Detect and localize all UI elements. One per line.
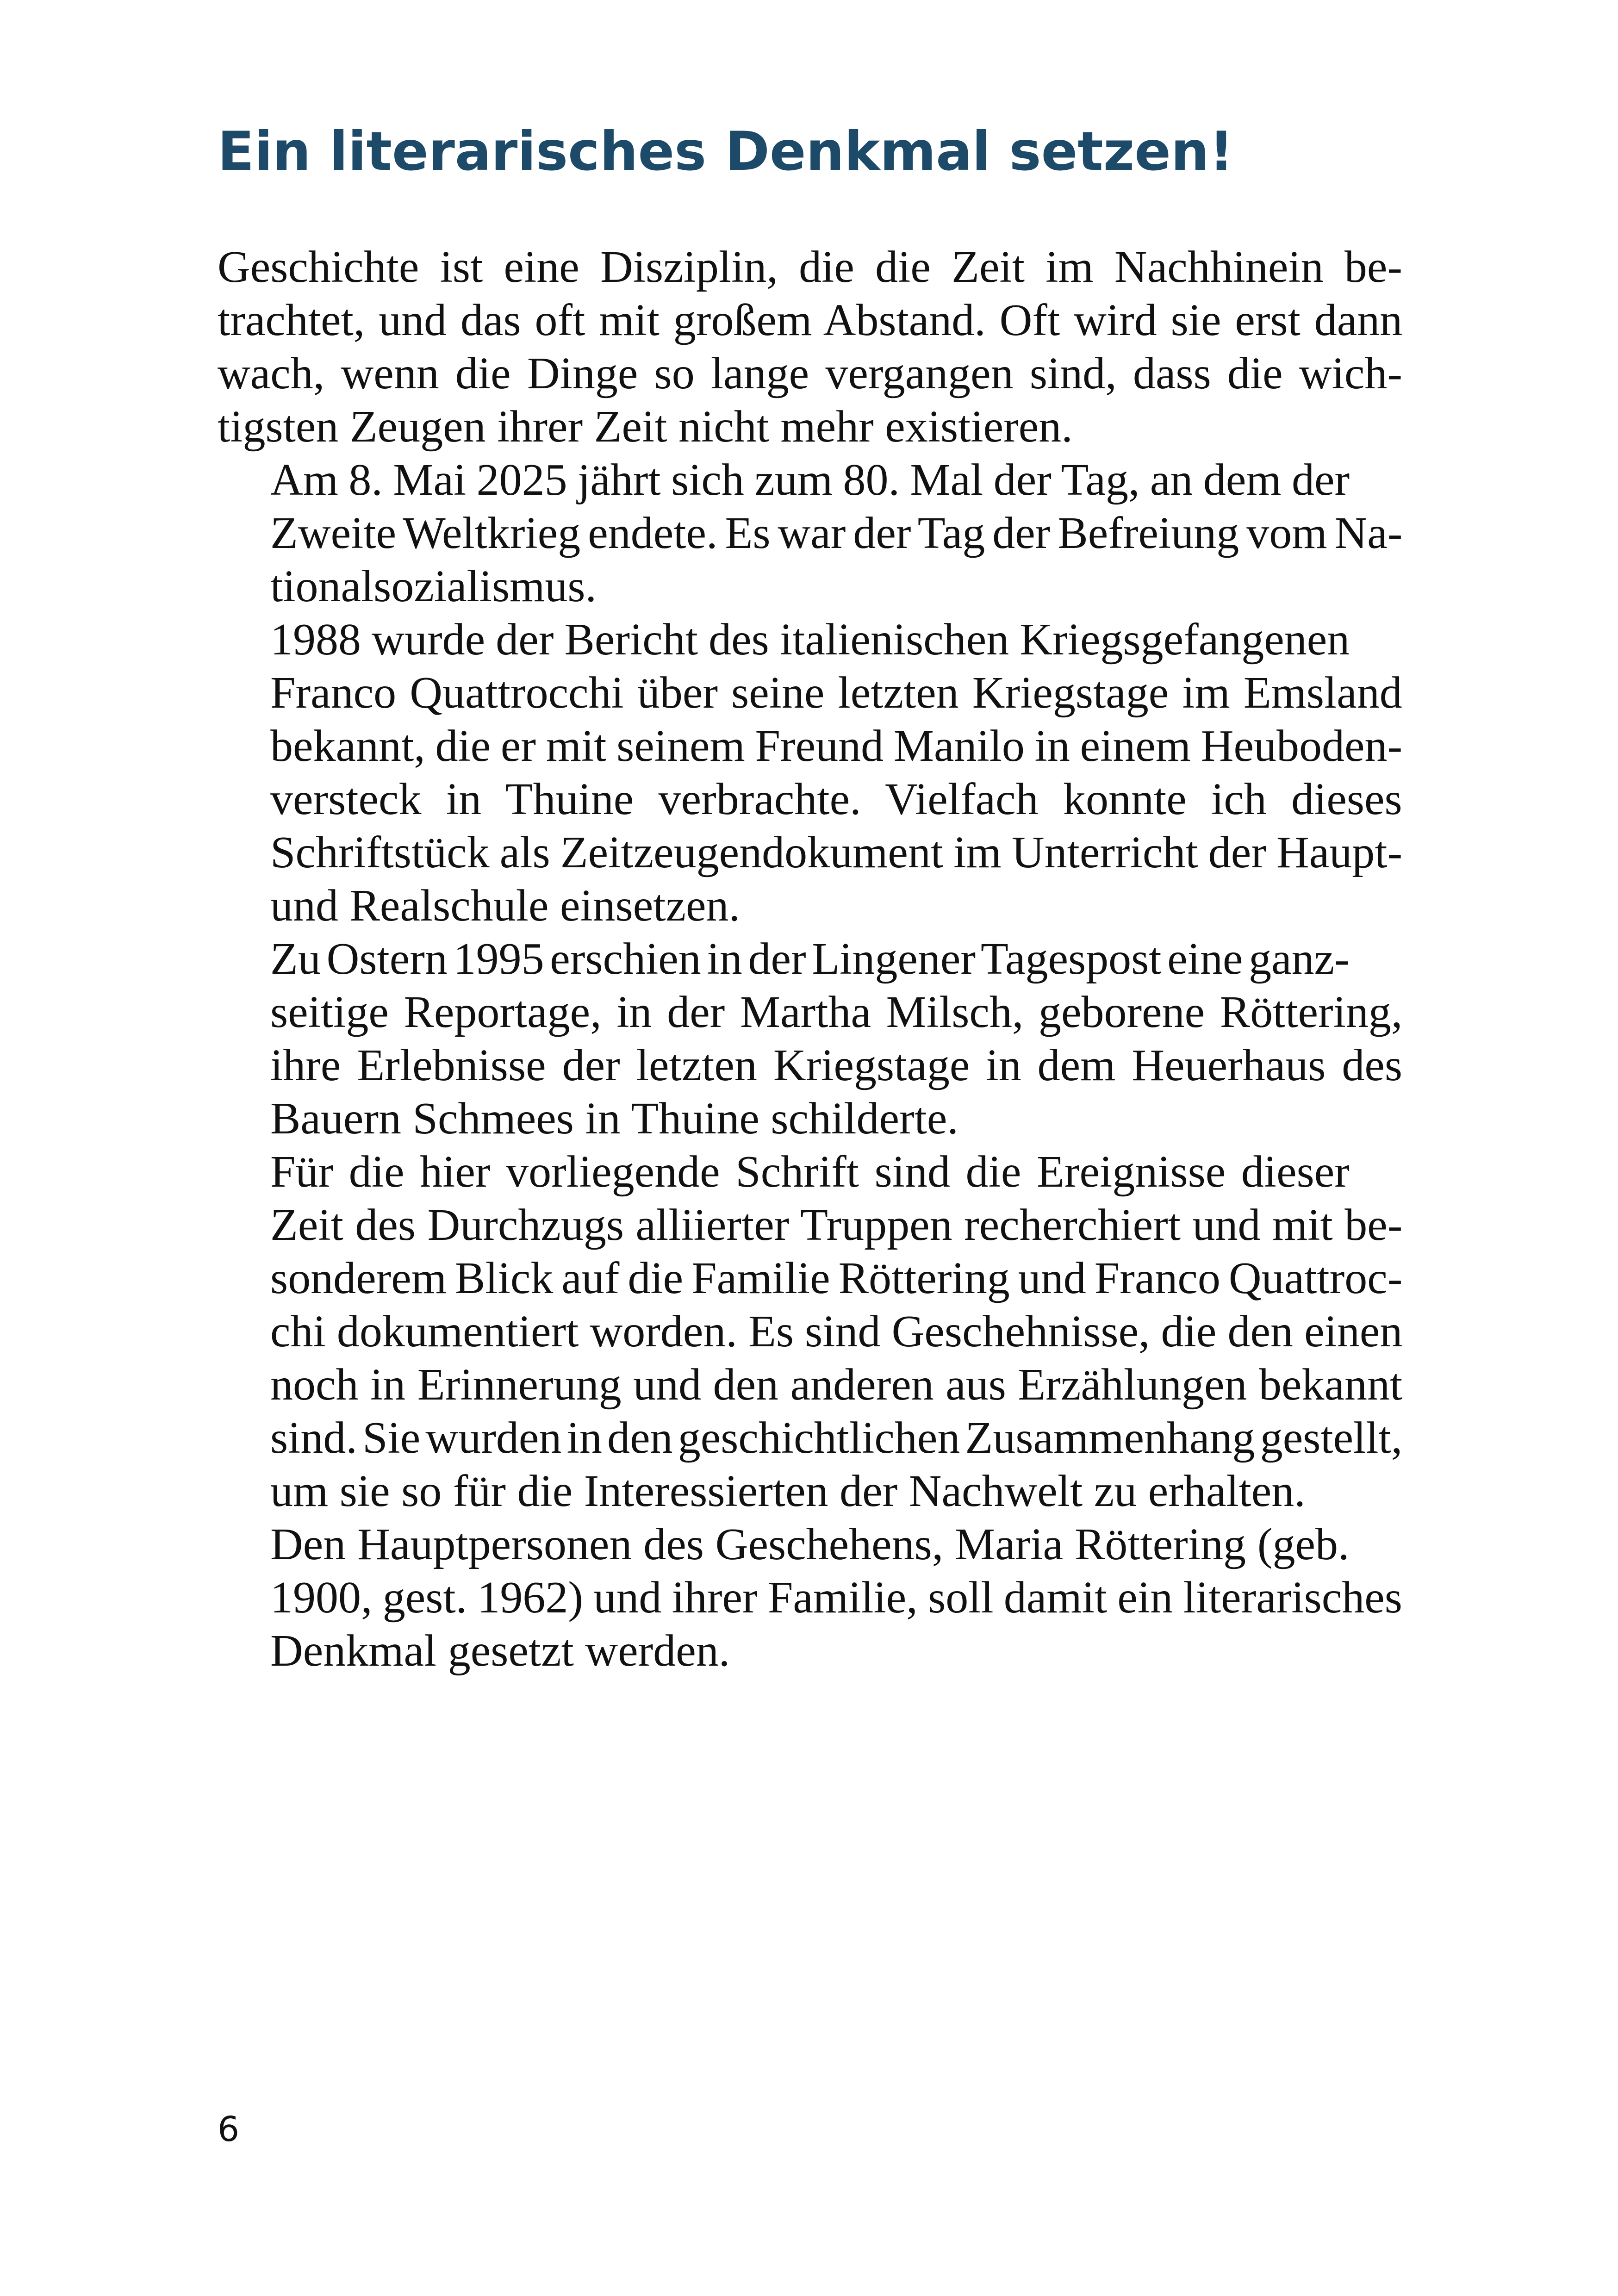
page-number: 6: [218, 2109, 240, 2149]
text-line: seitige Reportage, in der Martha Milsch, geborene Röttering,: [270, 987, 1403, 1037]
text-line: chi dokumentiert worden. Es sind Geschehnisse, die den einen: [270, 1307, 1403, 1356]
text-line: Zu Ostern 1995 erschien in der Lingener Tagespost eine ganz-: [270, 934, 1350, 984]
text-line: Bauern Schmees in Thuine schilderte.: [270, 1094, 958, 1144]
paragraph: [218, 613, 1402, 933]
text-line: um sie so für die Interessierten der Nachwelt zu erhalten.: [270, 1466, 1306, 1516]
text-line: 1988 wurde der Bericht des italienischen Kriegsgefangenen: [270, 615, 1350, 665]
body-text: [218, 241, 1402, 1678]
text-line: bekannt, die er mit seinem Freund Manilo in einem Heuboden-: [270, 721, 1403, 771]
text-line: Zweite Weltkrieg endete. Es war der Tag der Befreiung vom Na-: [270, 508, 1403, 558]
text-line: 1900, gest. 1962) und ihrer Familie, soll damit ein literarisches: [270, 1573, 1402, 1623]
text-line: und Realschule einsetzen.: [270, 881, 741, 931]
text-line: noch in Erinnerung und den anderen aus Erzählungen bekannt: [270, 1360, 1403, 1410]
text-line: Den Hauptpersonen des Geschehens, Maria Röttering (geb.: [270, 1519, 1350, 1569]
text-line: tionalsozialismus.: [270, 561, 597, 611]
paragraph: [218, 241, 1402, 454]
text-line: sind. Sie wurden in den geschichtlichen Zusammenhang gestellt,: [270, 1413, 1403, 1463]
paragraph: [218, 1145, 1402, 1518]
text-line: Franco Quattrocchi über seine letzten Kriegstage im Emsland: [270, 668, 1402, 718]
text-line: sonderem Blick auf die Familie Röttering und Franco Quattroc-: [270, 1253, 1403, 1303]
text-line: ihre Erlebnisse der letzten Kriegstage in dem Heuerhaus des: [270, 1040, 1403, 1090]
text-line: trachtet, und das oft mit großem Abstand. Oft wird sie erst dann: [218, 295, 1403, 345]
text-line: tigsten Zeugen ihrer Zeit nicht mehr existieren.: [218, 402, 1073, 452]
text-line: Zeit des Durchzugs alliierter Truppen recherchiert und mit be-: [270, 1200, 1403, 1250]
text-line: versteck in Thuine verbrachte. Vielfach konnte ich dieses: [270, 774, 1402, 824]
text-line: Für die hier vorliegende Schrift sind die Ereignisse dieser: [270, 1147, 1350, 1197]
text-line: wach, wenn die Dinge so lange vergangen sind, dass die wich-: [218, 348, 1402, 398]
text-line: Geschichte ist eine Disziplin, die die Zeit im Nachhinein be-: [218, 242, 1403, 292]
text-line: Schriftstück als Zeitzeugendokument im Unterricht der Haupt-: [270, 828, 1403, 877]
paragraph: [218, 1518, 1402, 1678]
paragraph: [218, 933, 1402, 1145]
text-line: Am 8. Mai 2025 jährt sich zum 80. Mal der Tag, an dem der: [270, 455, 1350, 505]
text-line: Denkmal gesetzt werden.: [270, 1626, 730, 1676]
paragraph: [218, 454, 1402, 613]
chapter-heading: Ein literarisches Denkmal setzen!: [218, 120, 1234, 183]
